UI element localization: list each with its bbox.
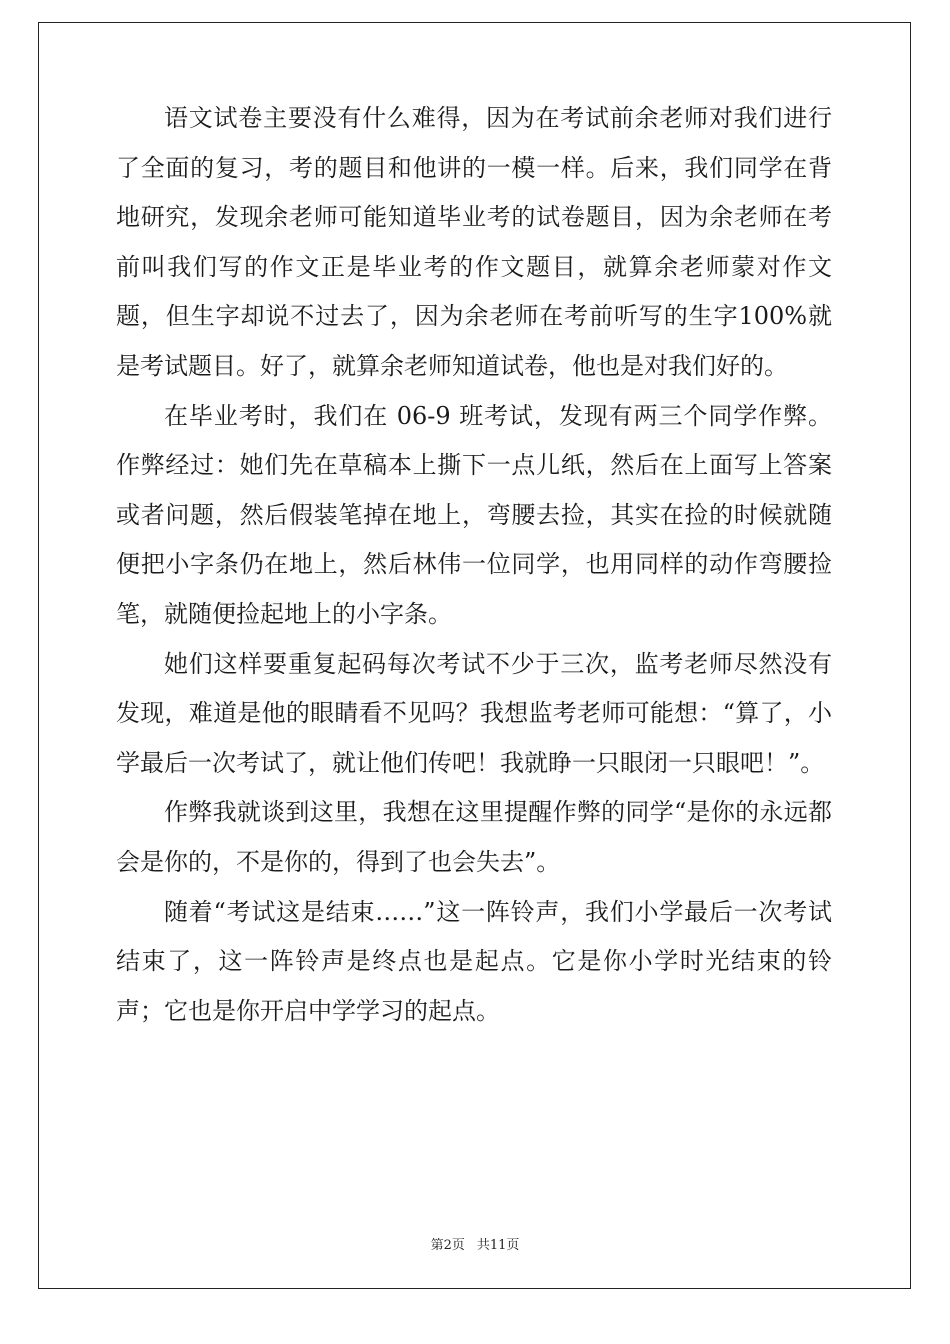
page-number: 第2页: [430, 1238, 465, 1253]
page-footer: [0, 1234, 950, 1253]
paragraph-4: 作弊我就谈到这里，我想在这里提醒作弊的同学“是你的永远都会是你的，不是你的，得到了也会失去”。: [116, 798, 832, 876]
document-body: [116, 94, 832, 1036]
paragraph-3: 她们这样要重复起码每次考试不少于三次，监考老师尽然没有发现，难道是他的眼睛看不见吗？我想监考老师可能想：“算了，小学最后一次考试了，就让他们传吧！我就睁一只眼闭一只眼吧！”。: [116, 649, 832, 777]
paragraph-2: 在毕业考时，我们在 06-9 班考试，发现有两三个同学作弊。作弊经过：她们先在草稿本上撕下一点儿纸，然后在上面写上答案或者问题，然后假装笔掉在地上，弯腰去捡，其实在捡的时候就随便把小字条仍在地上，然后林伟一位同学，也用同样的动作弯腰捡笔，就随便捡起地上的小字条。: [116, 401, 832, 628]
page-total: 共11页: [476, 1238, 520, 1253]
paragraph-1: 语文试卷主要没有什么难得，因为在考试前余老师对我们进行了全面的复习，考的题目和他讲的一模一样。后来，我们同学在背地研究，发现余老师可能知道毕业考的试卷题目，因为余老师在考前叫我们写的作文正是毕业考的作文题目，就算余老师蒙对作文题，但生字却说不过去了，因为余老师在考前听写的生字100%就是考试题目。好了，就算余老师知道试卷，他也是对我们好的。: [116, 104, 832, 380]
paragraph-5: 随着“考试这是结束……”这一阵铃声，我们小学最后一次考试结束了，这一阵铃声是终点也是起点。它是你小学时光结束的铃声；它也是你开启中学学习的起点。: [116, 897, 832, 1025]
